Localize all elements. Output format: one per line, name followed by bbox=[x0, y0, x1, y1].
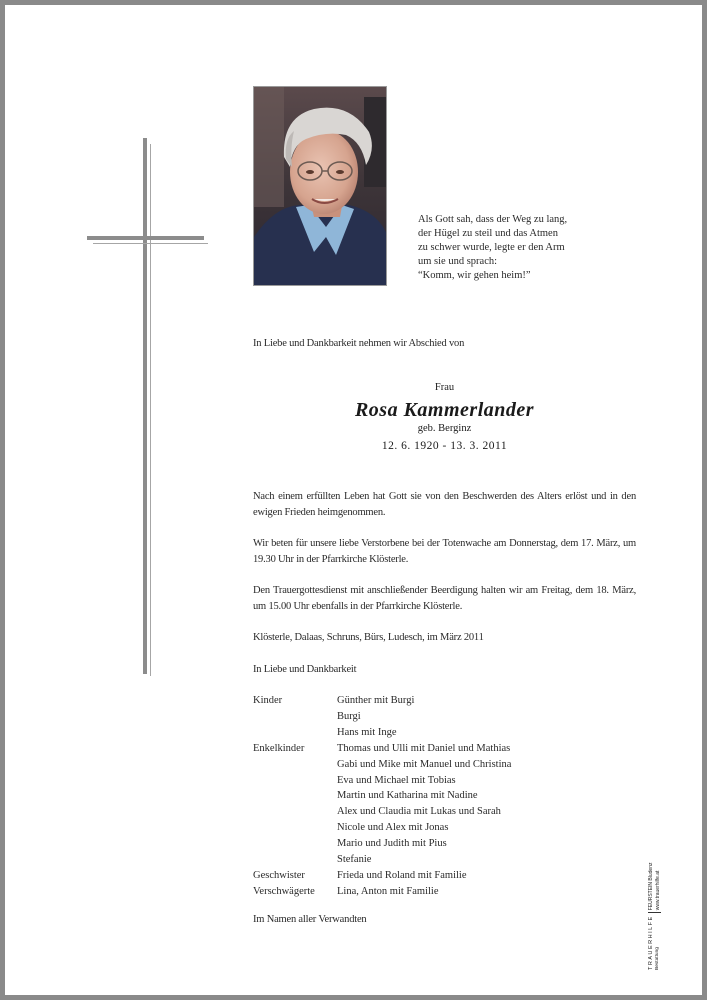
birth-name: geb. Berginz bbox=[417, 423, 472, 434]
paragraph-places-date: Klösterle, Dalaas, Schruns, Bürs, Ludesch, im März 2011 bbox=[253, 632, 484, 643]
family-member: Stefanie bbox=[337, 854, 372, 866]
salutation: Frau bbox=[434, 382, 455, 393]
family-label: Geschwister bbox=[253, 869, 305, 881]
cross-vertical-shadow bbox=[150, 144, 151, 676]
family-member: Martin und Katharina mit Nadine bbox=[337, 790, 478, 802]
paragraph-wake: Wir beten für unsere liebe Verstorbene bei der Totenwache am Donnerstag, dem 17. März, um 19.30 Uhr in der Pfarrkirche Klösterle. bbox=[253, 538, 636, 565]
logo-website: www.trauerhilfe.at bbox=[655, 870, 661, 911]
family-member: Burgi bbox=[337, 710, 361, 722]
family-label: Verschwägerte bbox=[253, 885, 315, 897]
family-member: Lina, Anton mit Familie bbox=[337, 885, 439, 897]
poem-line: “Komm, wir gehen heim!” bbox=[418, 270, 531, 281]
logo-company: FEURSTEIN Bludenz bbox=[648, 862, 654, 911]
logo-subtitle: Bestattung bbox=[655, 947, 660, 970]
paragraph-release: Nach einem erfüllten Leben hat Gott sie von den Beschwerden des Alters erlöst und in den ewigen Frieden heimgenommen. bbox=[253, 491, 636, 518]
family-member: Mario und Judith mit Pius bbox=[337, 838, 447, 850]
cross-vertical-bar bbox=[143, 138, 147, 674]
closing-text: Im Namen aller Verwandten bbox=[253, 914, 367, 925]
paragraph-gratitude: In Liebe und Dankbarkeit bbox=[253, 664, 357, 675]
logo-brand: TRAUERHILFE bbox=[648, 915, 654, 970]
poem-line: zu schwer wurde, legte er den Arm bbox=[418, 242, 565, 253]
deceased-name: Rosa Kammerlander bbox=[354, 399, 535, 421]
family-label: Enkelkinder bbox=[253, 742, 305, 754]
life-dates: 12. 6. 1920 - 13. 3. 2011 bbox=[381, 440, 508, 452]
portrait-photo bbox=[253, 86, 387, 286]
family-member: Alex und Claudia mit Lukas und Sarah bbox=[337, 806, 501, 818]
family-member: Gabi und Mike mit Manuel und Christina bbox=[337, 758, 512, 770]
cross-horizontal-bar bbox=[87, 236, 204, 240]
family-group-schwaeger bbox=[253, 884, 511, 900]
family-member: Thomas und Ulli mit Daniel und Mathias bbox=[337, 742, 511, 754]
cross-horizontal-shadow bbox=[93, 243, 208, 244]
family-group-enkel bbox=[253, 741, 511, 868]
funeral-home-logo bbox=[648, 863, 661, 971]
family-member: Günther mit Burgi bbox=[337, 695, 415, 706]
poem-line: um sie und sprach: bbox=[418, 256, 498, 267]
family-group-geschwister bbox=[253, 868, 511, 884]
paragraph-funeral: Den Trauergottesdienst mit anschließender Beerdigung halten wir am Freitag, dem 18. März, um 15.00 Uhr ebenfalls in der Pfarrkirche Klösterle. bbox=[253, 585, 636, 612]
poem bbox=[418, 213, 567, 283]
poem-line: Als Gott sah, dass der Weg zu lang, bbox=[418, 214, 568, 225]
family-group-kinder bbox=[253, 693, 511, 741]
family-member: Hans mit Inge bbox=[337, 726, 397, 738]
family-member: Nicole und Alex mit Jonas bbox=[337, 822, 449, 834]
family-member: Eva und Michael mit Tobias bbox=[337, 774, 456, 786]
family-member: Frieda und Roland mit Familie bbox=[337, 869, 467, 881]
family-label: Kinder bbox=[253, 695, 283, 706]
family-list bbox=[253, 693, 511, 900]
intro-text: In Liebe und Dankbarkeit nehmen wir Abschied von bbox=[253, 338, 465, 349]
poem-line: der Hügel zu steil und das Atmen bbox=[418, 228, 558, 239]
